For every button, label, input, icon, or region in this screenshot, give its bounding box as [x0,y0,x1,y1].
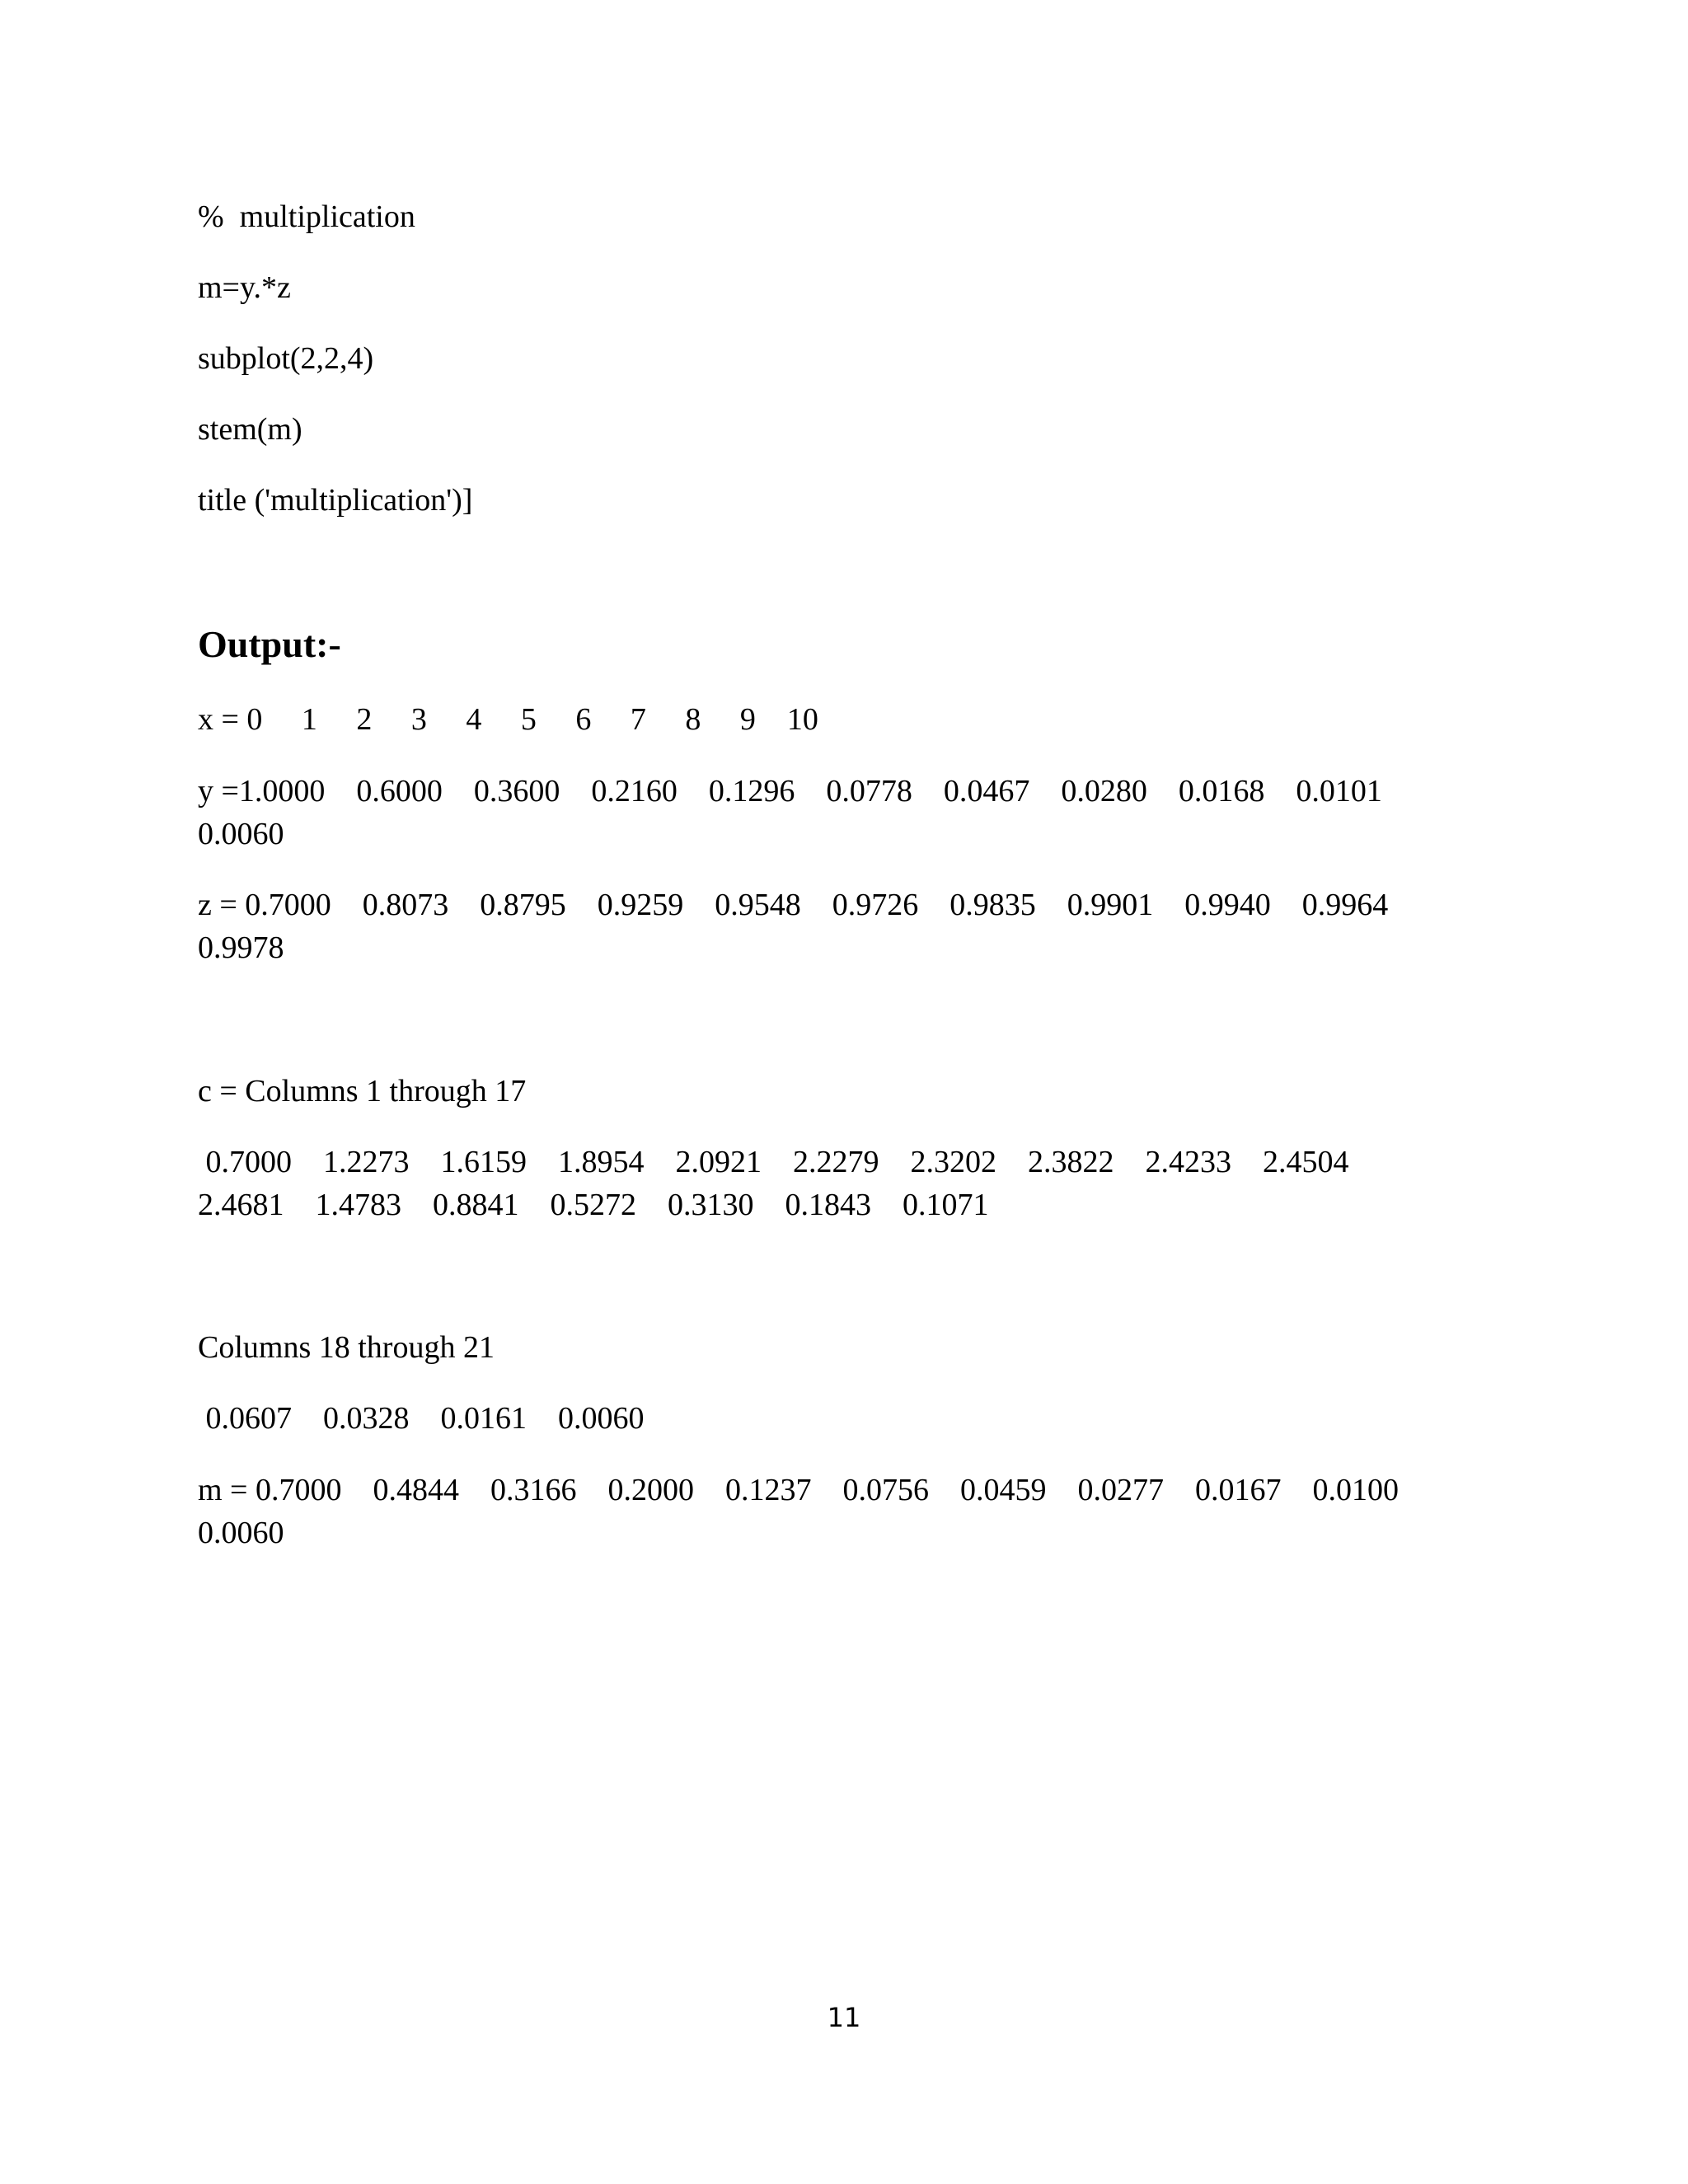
output-columns-header: Columns 18 through 21 [198,1330,495,1365]
code-line-title: title ('multiplication')] [198,483,473,518]
page-number: 11 [827,2002,861,2033]
output-c-header: c = Columns 1 through 17 [198,1074,527,1108]
output-y-line-1: y =1.0000 0.6000 0.3600 0.2160 0.1296 0.0778 0.0467 0.0280 0.0168 0.0101 [198,774,1382,808]
output-m-line-2: 0.0060 [198,1516,284,1550]
code-line-multiply: m=y.*z [198,270,291,305]
output-z-line-2: 0.9978 [198,930,284,965]
output-columns-line: 0.0607 0.0328 0.0161 0.0060 [198,1401,645,1436]
code-line-subplot: subplot(2,2,4) [198,341,374,376]
code-line-stem: stem(m) [198,412,302,447]
output-heading: Output:- [198,623,341,665]
output-m-line-1: m = 0.7000 0.4844 0.3166 0.2000 0.1237 0.0756 0.0459 0.0277 0.0167 0.0100 [198,1473,1399,1507]
output-z-line-1: z = 0.7000 0.8073 0.8795 0.9259 0.9548 0.9726 0.9835 0.9901 0.9940 0.9964 [198,888,1389,922]
output-c-line-2: 2.4681 1.4783 0.8841 0.5272 0.3130 0.1843 0.1071 [198,1188,989,1222]
output-y-line-2: 0.0060 [198,817,284,851]
code-comment-line: % multiplication [198,199,415,234]
output-c-line-1: 0.7000 1.2273 1.6159 1.8954 2.0921 2.2279 2.3202 2.3822 2.4233 2.4504 [198,1145,1349,1179]
output-x-line: x = 0 1 2 3 4 5 6 7 8 9 10 [198,702,818,737]
